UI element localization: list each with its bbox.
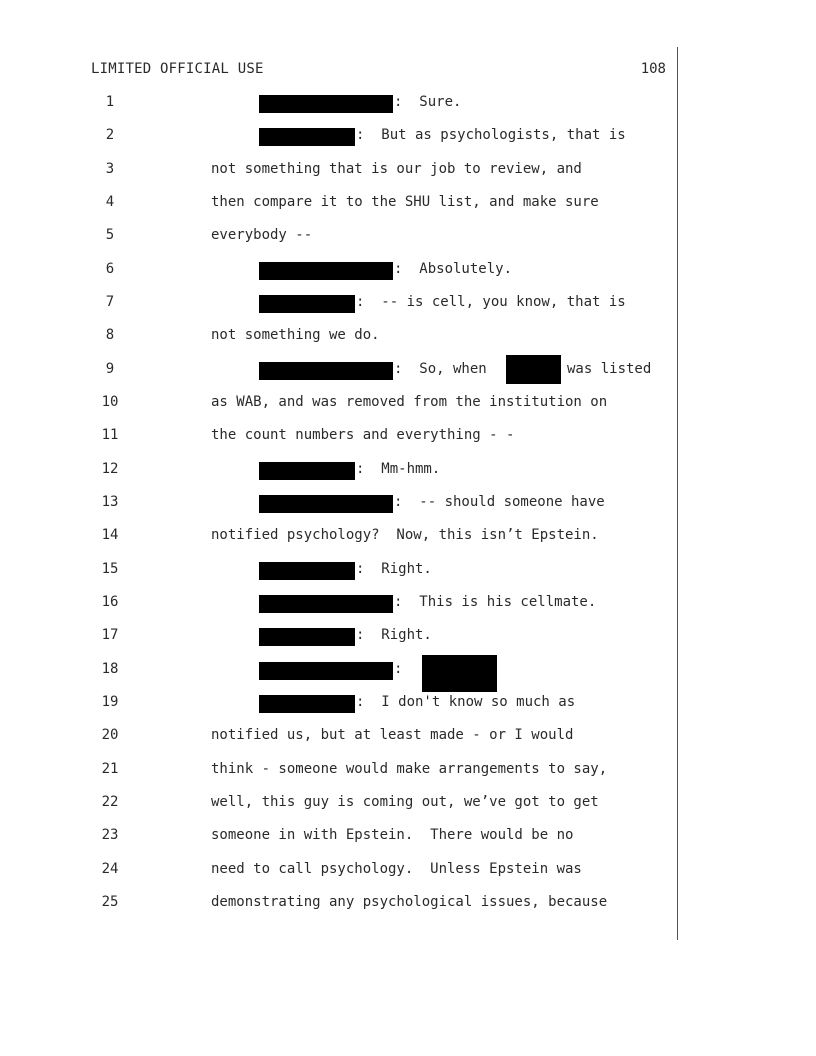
transcript-line [0,161,816,183]
transcript-line [0,461,816,483]
line-number: 4 [105,194,115,210]
line-number: 22 [101,794,119,810]
line-text: : Sure. [394,94,462,110]
transcript-line [0,494,816,516]
line-text: : So, when [394,361,487,377]
line-text: : This is his cellmate. [394,594,597,610]
redaction-block [506,355,561,384]
classification-header: LIMITED OFFICIAL USE [91,61,264,77]
line-number: 1 [105,94,115,110]
line-number: 14 [101,527,119,543]
line-text-continued: was listed [567,361,652,377]
line-number: 16 [101,594,119,610]
line-text: as WAB, and was removed from the institution on [211,394,608,410]
redaction-block [259,462,355,480]
line-number: 7 [105,294,115,310]
line-text: : Right. [356,561,432,577]
line-text: then compare it to the SHU list, and make sure [211,194,599,210]
line-number: 12 [101,461,119,477]
line-number: 11 [101,427,119,443]
transcript-line [0,827,816,849]
line-number: 24 [101,861,119,877]
transcript-line [0,127,816,149]
transcript-line [0,894,816,916]
line-number: 18 [101,661,119,677]
transcript-line [0,194,816,216]
redaction-block [259,695,355,713]
transcript-line [0,227,816,249]
transcript-line [0,627,816,649]
transcript-line [0,694,816,716]
line-number: 3 [105,161,115,177]
line-text: : -- should someone have [394,494,605,510]
redaction-block [422,655,497,692]
line-text: someone in with Epstein. There would be no [211,827,574,843]
line-text: not something that is our job to review, and [211,161,582,177]
line-text: the count numbers and everything - - [211,427,515,443]
redaction-block [259,595,393,613]
line-number: 2 [105,127,115,143]
line-number: 6 [105,261,115,277]
line-text: : But as psychologists, that is [356,127,626,143]
line-number: 15 [101,561,119,577]
line-number: 20 [101,727,119,743]
line-number: 23 [101,827,119,843]
transcript-line [0,527,816,549]
redaction-block [259,128,355,146]
line-number: 9 [105,361,115,377]
line-text: : Right. [356,627,432,643]
redaction-block [259,628,355,646]
line-text: : Mm-hmm. [356,461,441,477]
transcript-line [0,594,816,616]
page-number: 108 [640,61,666,77]
redaction-block [259,95,393,113]
redaction-block [259,362,393,380]
redaction-block [259,562,355,580]
line-text: think - someone would make arrangements to say, [211,761,608,777]
line-number: 13 [101,494,119,510]
transcript-line [0,661,816,683]
line-text: notified psychology? Now, this isn’t Epstein. [211,527,599,543]
transcript-line [0,327,816,349]
line-text: notified us, but at least made - or I would [211,727,574,743]
redaction-block [259,495,393,513]
line-text: : I don't know so much as [356,694,576,710]
transcript-line [0,761,816,783]
line-number: 19 [101,694,119,710]
transcript-line [0,727,816,749]
redaction-block [259,662,393,680]
line-text: demonstrating any psychological issues, because [211,894,608,910]
transcript-line [0,561,816,583]
transcript-line [0,794,816,816]
line-text: well, this guy is coming out, we’ve got to get [211,794,599,810]
line-text: need to call psychology. Unless Epstein was [211,861,582,877]
redaction-block [259,295,355,313]
line-text: : Absolutely. [394,261,513,277]
line-number: 8 [105,327,115,343]
transcript-line [0,261,816,283]
transcript-line [0,427,816,449]
redaction-block [259,262,393,280]
line-text: everybody -- [211,227,313,243]
line-number: 17 [101,627,119,643]
line-text: : -- is cell, you know, that is [356,294,626,310]
transcript-line [0,94,816,116]
transcript-line [0,294,816,316]
line-number: 25 [101,894,119,910]
line-number: 5 [105,227,115,243]
line-text: not something we do. [211,327,380,343]
line-number: 21 [101,761,119,777]
transcript-line [0,361,816,383]
transcript-line [0,861,816,883]
transcript-line [0,394,816,416]
line-text: : [394,661,403,677]
line-number: 10 [101,394,119,410]
